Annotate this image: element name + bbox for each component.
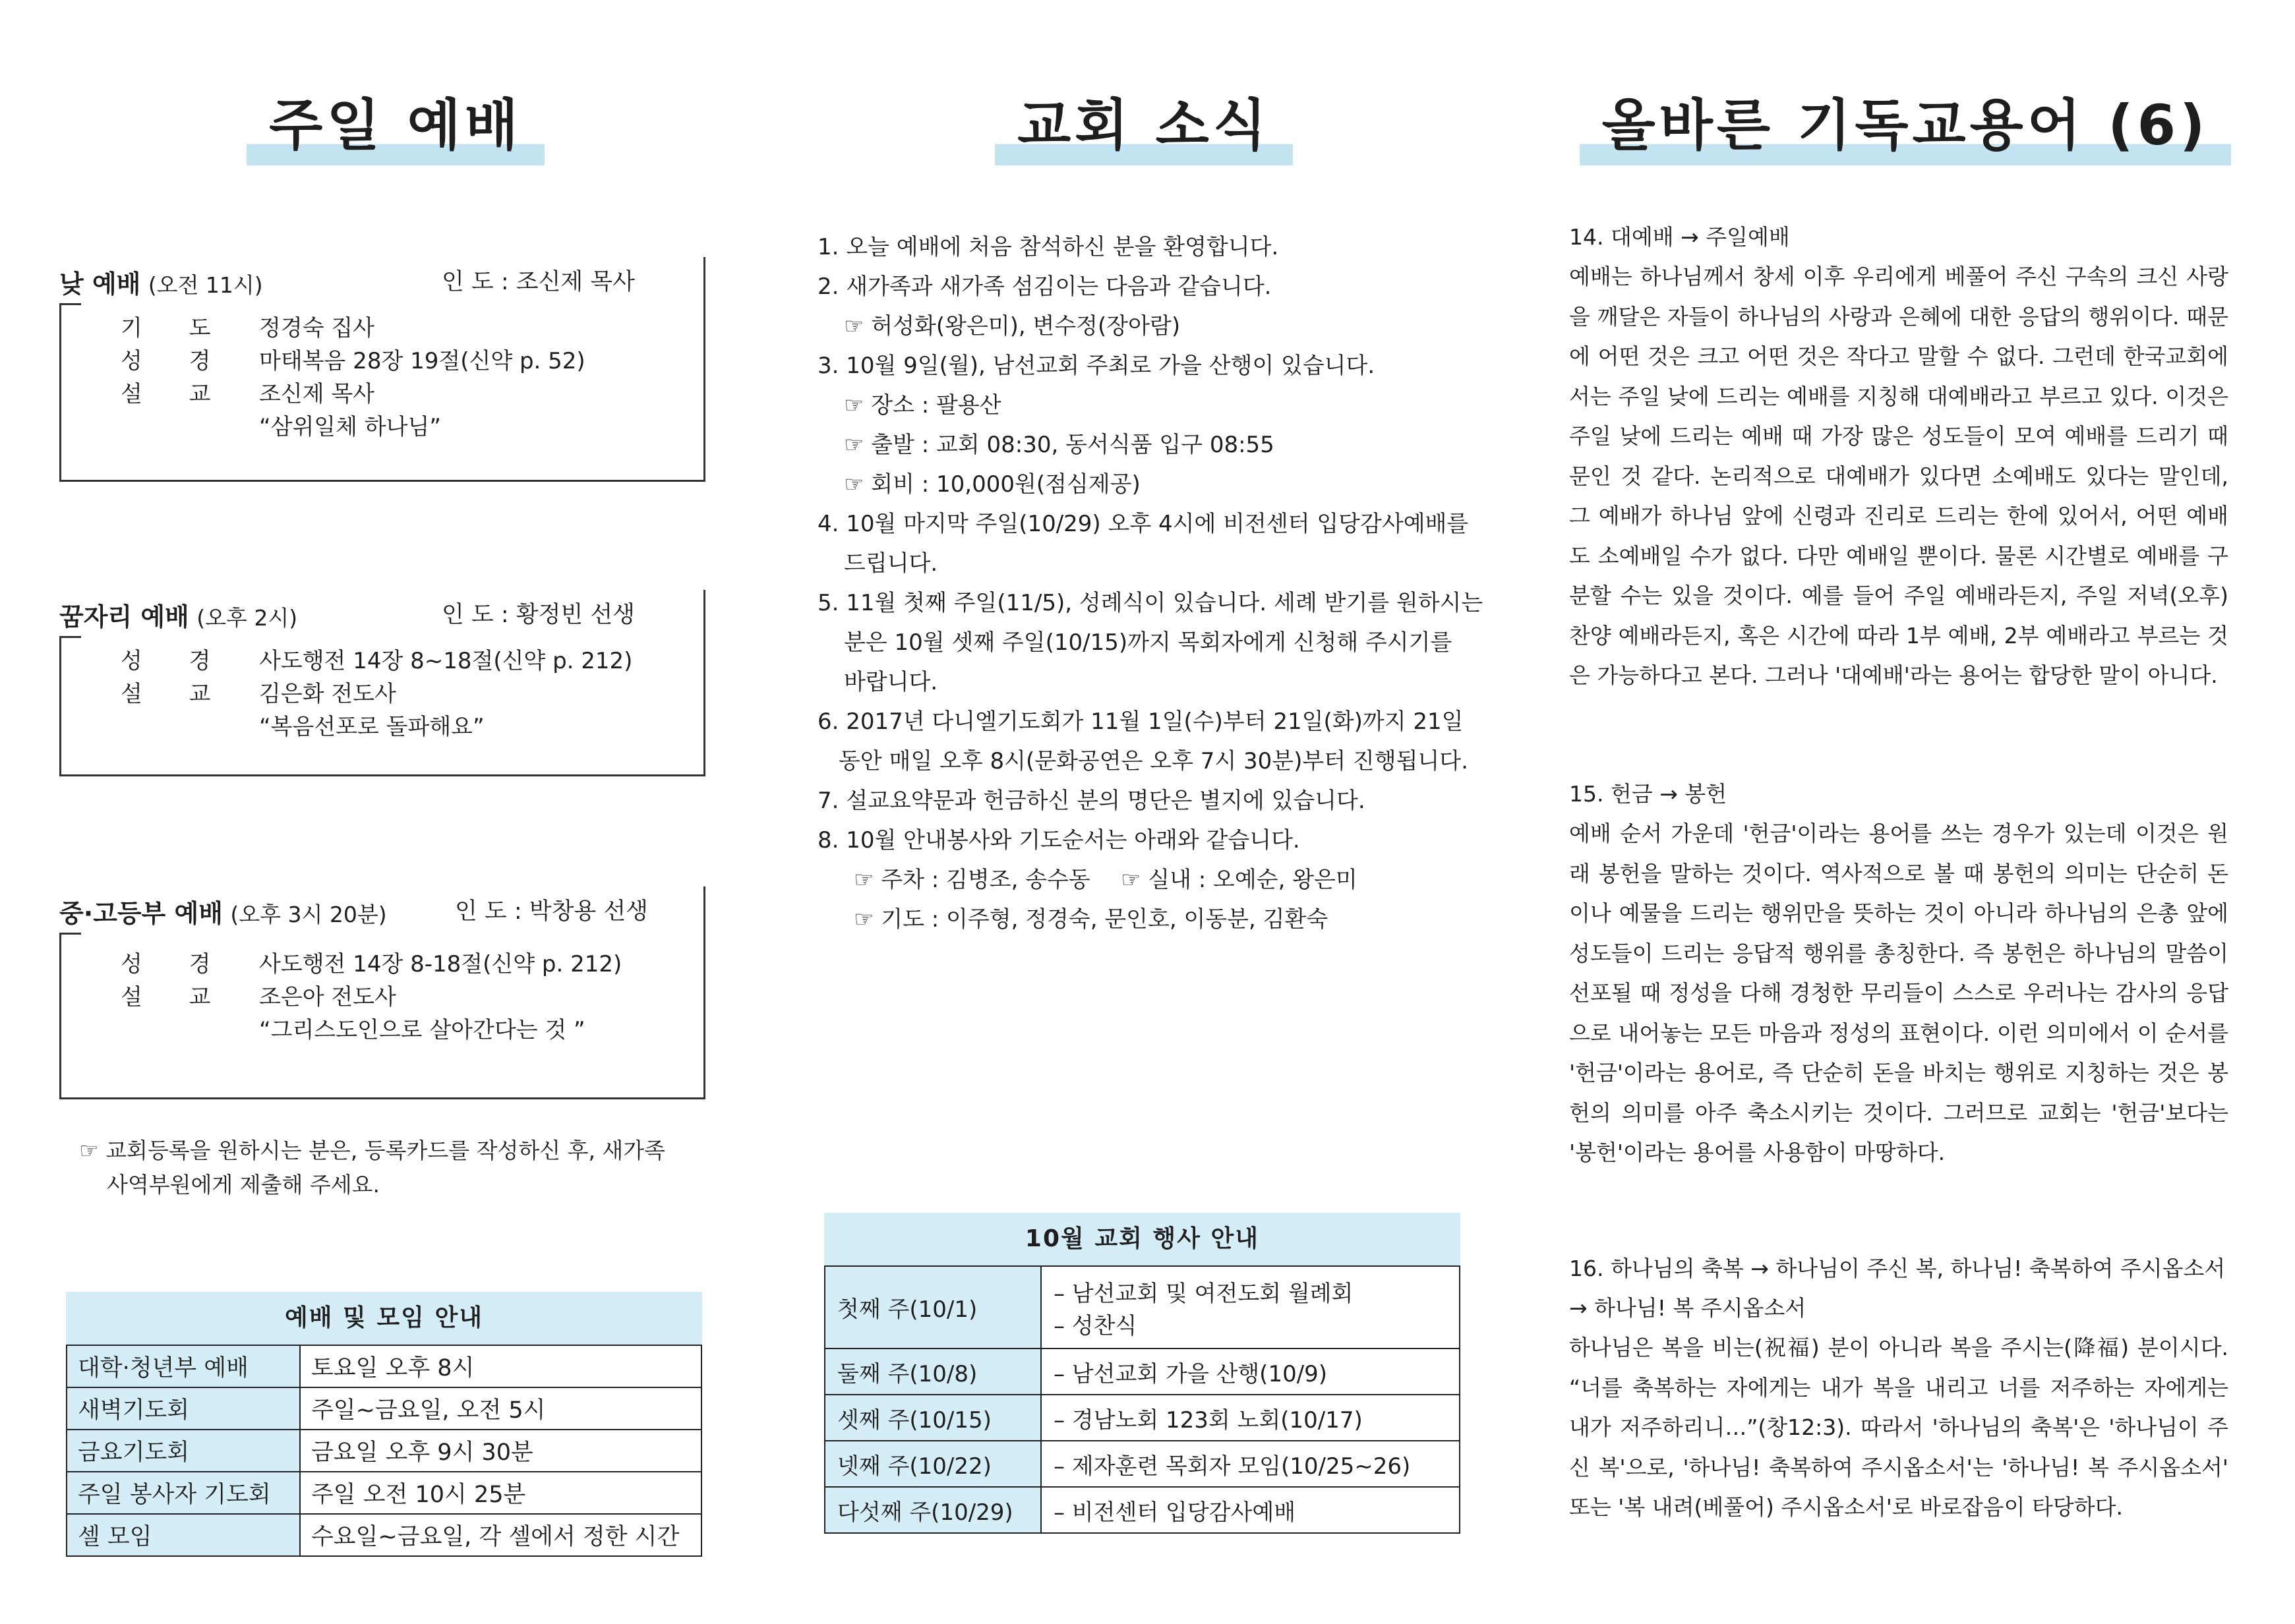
list-item: ☞ 주차 : 김병조, 송수동 ☞ 실내 : 오예순, 왕은미 <box>854 867 1357 893</box>
table-row: 대학·청년부 예배 토요일 오후 8시 <box>67 1345 701 1387</box>
news-list <box>818 227 1483 939</box>
list-item: 드립니다. <box>844 550 938 577</box>
table-row: 첫째 주(10/1) – 남선교회 및 여전도회 월례회 – 성찬식 <box>825 1266 1460 1348</box>
list-item: 2. 새가족과 새가족 섬김이는 다음과 같습니다. <box>818 274 1272 300</box>
list-item: 동안 매일 오후 8시(문화공연은 오후 7시 30분)부터 진행됩니다. <box>839 748 1468 774</box>
table-row: 금요기도회 금요일 오후 9시 30분 <box>67 1430 701 1472</box>
table-row: 새벽기도회 주일~금요일, 오전 5시 <box>67 1387 701 1430</box>
list-item: ☞ 허성화(왕은미), 변수정(장아람) <box>844 313 1181 339</box>
service-time: (오후 2시) <box>196 605 298 631</box>
list-item: 5. 11월 첫째 주일(11/5), 성례식이 있습니다. 세례 받기를 원하시는 <box>818 590 1483 616</box>
list-item: ☞ 회비 : 10,000원(점심제공) <box>844 471 1141 498</box>
terms-column <box>1569 0 2242 1624</box>
term-title: 16. 하나님의 축복 → 하나님이 주신 복, 하나님! 축복하여 주시옵소서 → 하나님! 복 주시옵소서 <box>1569 1256 2226 1321</box>
list-item: ☞ 기도 : 이주형, 정경숙, 문인호, 이동분, 김환숙 <box>854 906 1328 933</box>
list-item: 1. 오늘 예배에 처음 참석하신 분을 환영합니다. <box>818 234 1279 260</box>
row-value: 사도행전 14장 8-18절(신약 p. 212) <box>259 951 622 977</box>
table-row: 주일 봉사자 기도회 주일 오전 10시 25분 <box>67 1472 701 1514</box>
meeting-table-title: 예배 및 모임 안내 <box>66 1292 702 1345</box>
row-value: “그리스도인으로 살아간다는 것 ” <box>259 1017 585 1043</box>
list-item: 7. 설교요약문과 헌금하신 분의 명단은 별지에 있습니다. <box>818 788 1365 814</box>
table-row: 넷째 주(10/22) – 제자훈련 목회자 모임(10/25~26) <box>825 1441 1460 1487</box>
row-value: 사도행전 14장 8~18절(신약 p. 212) <box>259 648 633 674</box>
list-item: 6. 2017년 다니엘기도회가 11월 1일(수)부터 21일(화)까지 21일 <box>818 709 1464 735</box>
row-key: 성 경 <box>121 648 231 674</box>
table-row: 셋째 주(10/15) – 경남노회 123회 노회(10/17) <box>825 1395 1460 1441</box>
row-key: 성 경 <box>121 348 231 374</box>
list-item: 바랍니다. <box>844 669 938 695</box>
service-leader: 인 도 : 박창용 선생 <box>455 898 648 925</box>
list-item: 4. 10월 마지막 주일(10/29) 오후 4시에 비전센터 입당감사예배를 <box>818 511 1469 537</box>
meeting-table <box>66 1292 702 1557</box>
term-body: 예배 순서 가운데 '헌금'이라는 용어를 쓰는 경우가 있는데 이것은 원래 봉헌을 말하는 것이다. 역사적으로 볼 때 봉헌의 의미는 단순히 돈이나 예물을 드리는 행위만을 뜻하는 것이 아니라 하나님의 은총 앞에 성도들이 드리는 응답적 행위를 총칭한다. 즉 봉헌은 하나님의 말씀이 선포될 때 정성을 다해 경청한 무리들이 스스로 우러나는 감사의 응답으로 내어놓는 모든 마음과 정성의 표현이다. 이런 의미에서 이 순서를 '헌금'이라는 용어로, 즉 단순히 돈을 바치는 행위로 지칭하는 것은 봉헌의 의미를 아주 축소시키는 것이다. 그러므로 교회는 '헌금'보다는 '봉헌'이라는 용어를 사용함이 마땅하다. <box>1569 821 2228 1165</box>
term-body: 예배는 하나님께서 창세 이후 우리에게 베풀어 주신 구속의 크신 사랑을 깨달은 자들이 하나님의 사랑과 은혜에 대한 응답의 행위이다. 때문에 어떤 것은 크고 어떤 것은 작다고 말할 수 없다. 그런데 한국교회에서는 주일 낮에 드리는 예배를 지칭해 대예배라고 부르고 있다. 이것은 주일 낮에 드리는 예배 때 가장 많은 성도들이 모여 예배를 드리기 때문인 것 같다. 논리적으로 대예배가 있다면 소예배도 있다는 말인데, 그 예배가 하나님 앞에 신령과 진리로 드리는 한에 있어서, 어떤 예배도 소예배일 수가 없다. 다만 예배일 뿐이다. 물론 시간별로 예배를 구분할 수는 있을 것이다. 예를 들어 주일 예배라든지, 주일 저녁(오후) 찬양 예배라든지, 혹은 시간에 따라 1부 예배, 2부 예배라고 부르는 것은 가능하다고 본다. 그러나 '대예배'라는 용어는 합당한 말이 아니다. <box>1569 264 2228 688</box>
terms-heading: 올바른 기독교용어 (6) <box>1569 89 2242 165</box>
worship-column <box>59 0 732 1624</box>
term-title: 15. 헌금 → 봉헌 <box>1569 781 1727 807</box>
list-item: 8. 10월 안내봉사와 기도순서는 아래와 같습니다. <box>818 827 1300 854</box>
row-value: 조신제 목사 <box>259 381 375 407</box>
table-row: 셀 모임 수요일~금요일, 각 셀에서 정한 시간 <box>67 1514 701 1556</box>
list-item: ☞ 장소 : 팔용산 <box>844 392 1001 419</box>
row-value: “복음선포로 돌파해요” <box>259 714 485 740</box>
events-table-title: 10월 교회 행사 안내 <box>824 1213 1460 1265</box>
row-value: 조은아 전도사 <box>259 984 396 1010</box>
service-time: (오전 11시) <box>148 272 263 298</box>
list-item: ☞ 출발 : 교회 08:30, 동서식품 입구 08:55 <box>844 432 1274 458</box>
service-time: (오후 3시 20분) <box>230 902 387 927</box>
registration-note: ☞ 교회등록을 원하시는 분은, 등록카드를 작성하신 후, 새가족 사역부원에게 제출해 주세요. <box>79 1138 666 1198</box>
row-value: 정경숙 집사 <box>259 315 375 341</box>
row-value: 김은화 전도사 <box>259 681 396 707</box>
term-title: 14. 대예배 → 주일예배 <box>1569 224 1790 250</box>
list-item: 분은 10월 셋째 주일(10/15)까지 목회자에게 신청해 주시기를 <box>844 629 1452 656</box>
news-column <box>804 0 1483 1624</box>
service-name: 중·고등부 예배 <box>59 899 223 928</box>
term-section <box>1569 774 2228 1173</box>
row-key: 설 교 <box>121 984 231 1010</box>
service-name: 낮 예배 <box>59 270 141 299</box>
service-block-morning <box>59 264 705 482</box>
term-section <box>1569 1249 2228 1528</box>
service-name: 꿈자리 예배 <box>59 602 189 631</box>
worship-heading: 주일 예배 <box>59 89 732 165</box>
row-key: 기 도 <box>121 315 231 341</box>
row-key: 설 교 <box>121 381 231 407</box>
table-row: 다섯째 주(10/29) – 비전센터 입당감사예배 <box>825 1487 1460 1533</box>
term-body: 하나님은 복을 비는(祝福) 분이 아니라 복을 주시는(降福) 분이시다. “너를 축복하는 자에게는 내가 복을 내리고 너를 저주하는 자에게는 내가 저주하리니…”(창12:3). 따라서 '하나님의 축복'은 '하나님이 주신 복'으로, '하나님! 축복하여 주시옵소서'는 '하나님! 복 주시옵소서' 또는 '복 내려(베풀어) 주시옵소서'로 바로잡음이 타당하다. <box>1569 1335 2228 1520</box>
table-row: 둘째 주(10/8) – 남선교회 가을 산행(10/9) <box>825 1348 1460 1395</box>
service-leader: 인 도 : 조신제 목사 <box>442 269 635 295</box>
term-section <box>1569 218 2228 696</box>
service-block-youth <box>59 893 705 1099</box>
row-value: 마태복음 28장 19절(신약 p. 52) <box>259 348 585 374</box>
service-block-children <box>59 596 705 776</box>
service-leader: 인 도 : 황정빈 선생 <box>442 602 635 628</box>
list-item: 3. 10월 9일(월), 남선교회 주최로 가을 산행이 있습니다. <box>818 353 1375 379</box>
row-key: 설 교 <box>121 681 231 707</box>
news-heading: 교회 소식 <box>804 89 1483 165</box>
events-table <box>824 1213 1460 1534</box>
row-value: “삼위일체 하나님” <box>259 414 441 440</box>
row-key: 성 경 <box>121 951 231 977</box>
